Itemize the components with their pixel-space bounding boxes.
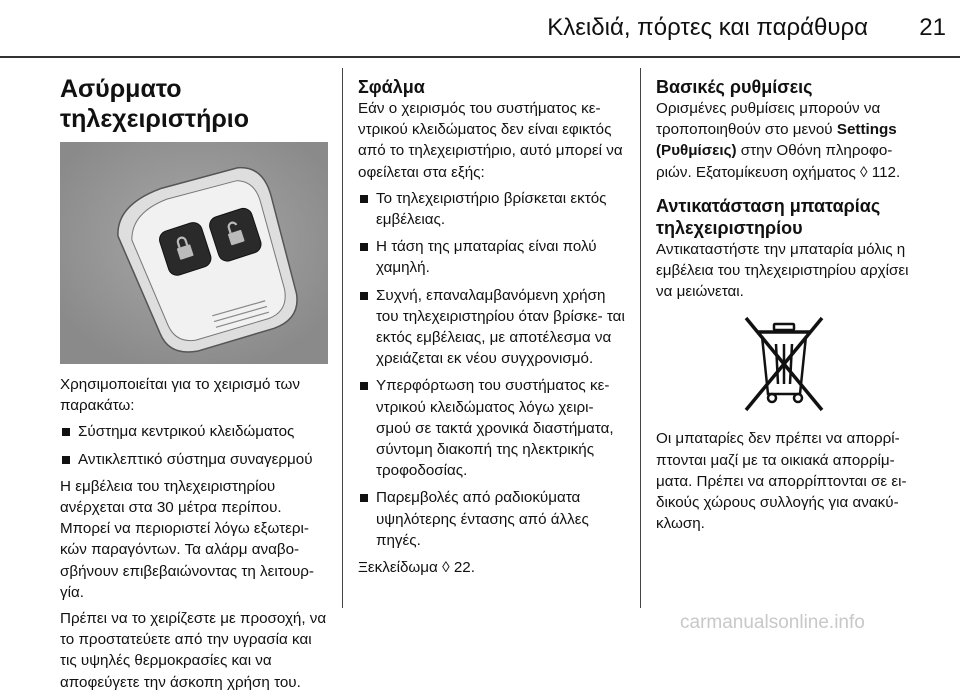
column-1 xyxy=(60,68,328,698)
settings-paragraph xyxy=(656,98,928,183)
disposal-paragraph: Οι μπαταρίες δεν πρέπει να απορρί- πτονται μαζί με τα οικιακά απορρίμ- ματα. Πρέπει να απορρίπτονται σε ει- δικούς χώρους συλλογής για ανακύ- κλωση. xyxy=(656,430,907,533)
remote-key-illustration xyxy=(60,142,328,364)
fault-heading: Σφάλμα xyxy=(358,77,425,97)
list-item: Αντικλεπτικό σύστημα συναγερμού xyxy=(60,449,328,470)
column-3 xyxy=(656,68,928,539)
reference-page[interactable]: 112. xyxy=(871,163,901,181)
page-header xyxy=(0,0,960,62)
section-title: Ασύρματο τηλεχειριστήριο xyxy=(60,75,250,133)
battery-heading: Αντικατάσταση μπαταρίας τηλεχειριστηρίου xyxy=(656,195,881,238)
fault-intro: Εάν ο χειρισμός του συστήματος κε- ντρικού κλειδώματος δεν είναι εφικτός από το τηλεχειριστήριο, αυτό μπορεί να οφείλεται στα εξής: xyxy=(358,100,623,181)
crossed-bin-icon xyxy=(740,314,828,414)
care-paragraph: Πρέπει να το χειρίζεστε με προσοχή, να το προστατεύετε από την υγρασία και τις υψηλές θερμοκρασίες και να αποφεύγετε την άσκοπη χρήση του. xyxy=(60,610,327,691)
intro-text: Χρησιμοποιείται για το χειρισμό των παρακάτω: xyxy=(60,376,300,415)
reference-page[interactable]: 22. xyxy=(453,559,475,577)
list-item: Παρεμβολές από ραδιοκύματα υψηλότερης έντασης από άλλες πηγές. xyxy=(358,487,626,551)
page-ref-arrow-icon: ◊ xyxy=(860,163,868,181)
list-item: Το τηλεχειριστήριο βρίσκεται εκτός εμβέλειας. xyxy=(358,188,626,230)
list-item: Η τάση της μπαταρίας είναι πολύ χαμηλή. xyxy=(358,236,626,278)
cross-reference xyxy=(358,557,626,578)
settings-menu-name: Settings (Ρυθμίσεις) xyxy=(656,121,897,160)
running-title: Κλειδιά, πόρτες και παράθυρα xyxy=(547,14,868,41)
page-number: 21 xyxy=(919,14,946,41)
reference-text: Ξεκλείδωμα xyxy=(358,559,438,577)
watermark: carmanualsonline.info xyxy=(680,612,865,633)
settings-heading: Βασικές ρυθμίσεις xyxy=(656,77,813,97)
settings-text-cont: στην Οθόνη πληροφο- ριών. Εξατομίκευση οχήματος xyxy=(656,142,893,181)
list-item: Σύστημα κεντρικού κλειδώματος xyxy=(60,421,328,442)
settings-text: Ορισμένες ρυθμίσεις μπορούν να τροποποιηθούν στο μενού xyxy=(656,100,881,139)
page-ref-arrow-icon: ◊ xyxy=(442,559,450,577)
column-divider xyxy=(640,68,641,608)
fault-list xyxy=(358,188,626,551)
column-divider xyxy=(342,68,343,608)
header-divider xyxy=(0,56,960,58)
column-2 xyxy=(358,68,626,583)
list-item: Υπερφόρτωση του συστήματος κε- ντρικού κλειδώματος λόγω χειρι- σμού σε τακτά χρονικά διαστήματα, σύντομη διακοπή της ηλεκτρικής τροφοδοσίας. xyxy=(358,375,626,481)
feature-list xyxy=(60,421,328,469)
list-item: Συχνή, επαναλαμβανόμενη χρήση του τηλεχειριστηρίου όταν βρίσκε- ται εκτός εμβέλειας, με αποτέλεσμα να χρειάζεται εκ νέου συγχρονισμό. xyxy=(358,285,626,370)
range-paragraph: Η εμβέλεια του τηλεχειριστηρίου ανέρχεται στα 30 μέτρα περίπου. Μπορεί να περιοριστεί λόγω εξωτερι- κών παραγόντων. Τα αλάρμ αναβο- σβήνουν επιβεβαιώνοντας τη λειτουρ- γία. xyxy=(60,477,314,601)
battery-paragraph: Αντικαταστήστε την μπαταρία μόλις η εμβέλεια του τηλεχειριστηρίου αρχίσει να μειώνεται. xyxy=(656,240,909,301)
